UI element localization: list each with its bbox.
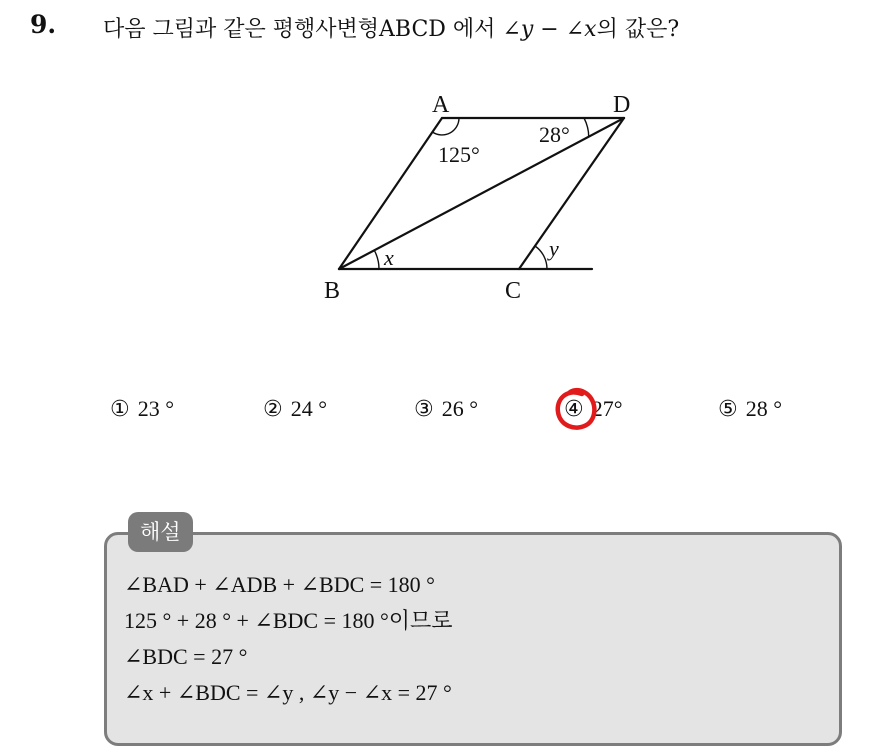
angle-label-a: 125°: [438, 142, 480, 167]
choice-4-number: ④: [564, 397, 584, 422]
choice-2-value: 24 °: [290, 396, 328, 421]
choice-3-number: ③: [414, 397, 434, 422]
choice-3[interactable]: [414, 396, 478, 422]
choice-2[interactable]: [263, 396, 327, 422]
parallelogram-figure: [0, 0, 884, 340]
vertex-label-d: D: [613, 92, 631, 118]
expr-minus: −: [533, 17, 566, 42]
choice-1-value: 23 °: [137, 396, 175, 421]
angle-arc-c: [535, 246, 547, 269]
vertex-label-a: A: [432, 92, 450, 118]
solution-line-2: 125 ° + 28 ° + ∠BDC = 180 °이므로: [124, 608, 453, 633]
answer-circle-mark: [552, 384, 600, 436]
answer-choices: [0, 396, 884, 432]
question-text-after: 의 값은?: [596, 17, 680, 42]
vertex-label-b: B: [324, 278, 341, 304]
angle-label-b: x: [384, 245, 394, 270]
choice-1-number: ①: [110, 397, 130, 422]
expr-angle-x: ∠x: [565, 17, 597, 42]
solution-line-4: ∠x + ∠BDC = ∠y , ∠y − ∠x = 27 °: [124, 680, 452, 705]
question-number: 9.: [30, 10, 57, 39]
solution-line-3: ∠BDC = 27 °: [124, 644, 248, 669]
angle-label-c: y: [549, 236, 559, 261]
choice-2-number: ②: [263, 397, 283, 422]
angle-arc-d: [584, 118, 589, 137]
solution-tag: 해설: [128, 512, 193, 552]
expr-angle-y: ∠y: [502, 17, 534, 42]
solution-lines: [124, 567, 453, 711]
choice-5[interactable]: [718, 396, 782, 422]
choice-5-number: ⑤: [718, 397, 738, 422]
solution-line-1: ∠BAD + ∠ADB + ∠BDC = 180 °: [124, 572, 435, 597]
choice-4-value: 27°: [591, 396, 623, 421]
choice-3-value: 26 °: [441, 396, 479, 421]
choice-1[interactable]: [110, 396, 174, 422]
angle-arc-b: [374, 250, 379, 269]
choice-5-value: 28 °: [745, 396, 783, 421]
angle-label-d: 28°: [539, 122, 570, 147]
vertex-label-c: C: [505, 278, 522, 304]
diagonal-bd: [339, 118, 624, 269]
question-text-before: 다음 그림과 같은 평행사변형ABCD 에서: [103, 17, 503, 42]
